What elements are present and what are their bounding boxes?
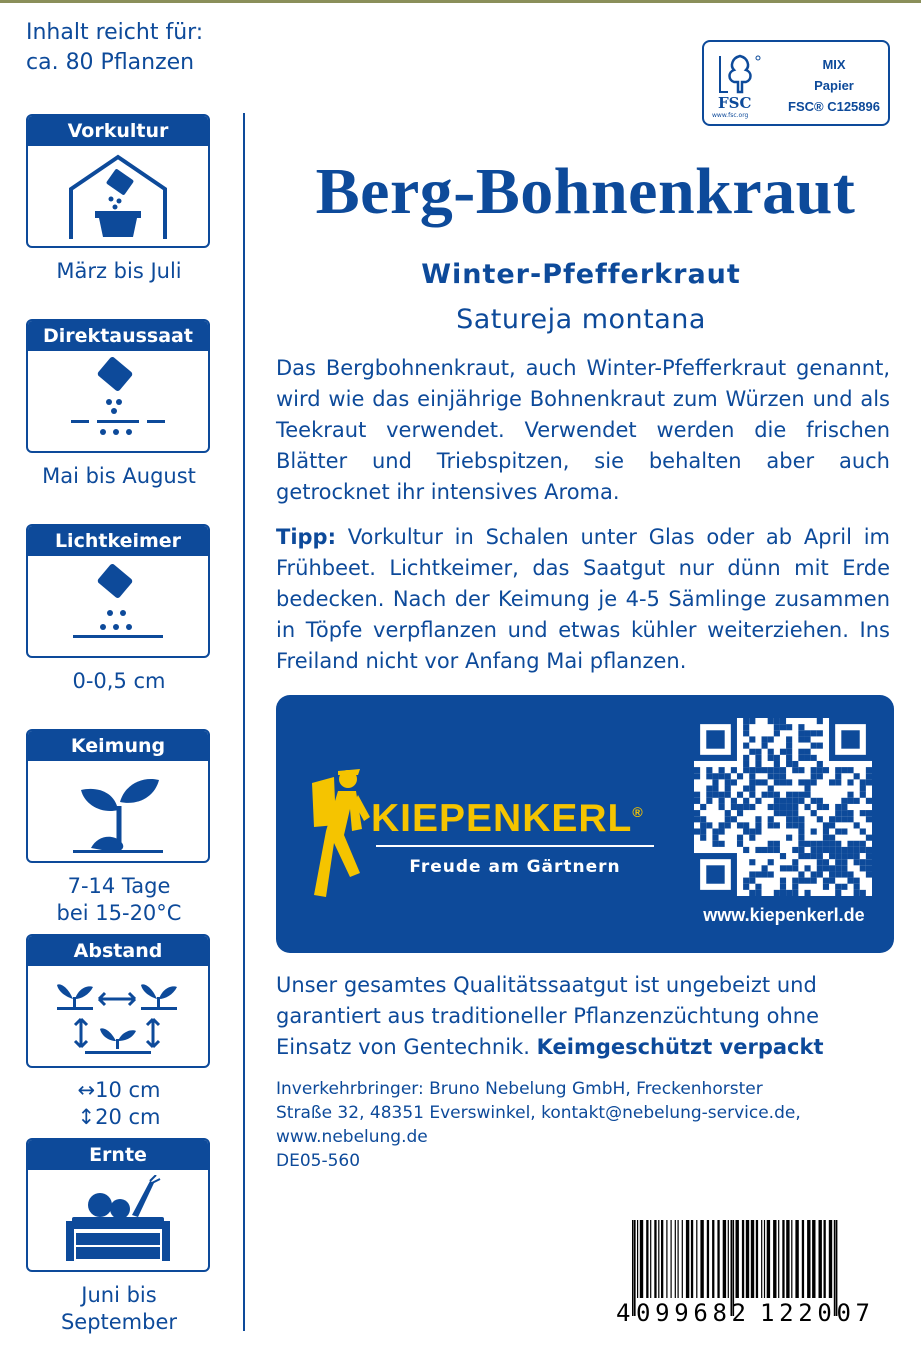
- sidebar-box-lichtkeimer: [26, 524, 210, 658]
- ean-barcode: [608, 1218, 893, 1324]
- registered-mark: ®: [632, 804, 644, 820]
- sidebar-caption-direktaussaat: [10, 463, 228, 490]
- content-note-line2: ca. 80 Pflanzen: [26, 50, 195, 75]
- sidebar-box-keimung: [26, 729, 210, 863]
- top-border: [0, 0, 921, 3]
- barcode-digit-first: 4: [616, 1299, 631, 1324]
- fsc-logo-url: www.fsc.org: [712, 112, 749, 119]
- harvest-crate-icon: [58, 1175, 178, 1265]
- brand-name: [371, 797, 644, 841]
- product-latin-name: Satureja montana: [456, 304, 706, 335]
- content-note: [26, 18, 203, 78]
- sidebar-caption-abstand: [10, 1077, 228, 1131]
- product-subtitle: Winter-Pfefferkraut: [421, 259, 741, 290]
- barcode-digits-left: 099682: [636, 1299, 746, 1324]
- fsc-mix-label: [782, 54, 886, 117]
- spacing-icon: [53, 971, 183, 1061]
- growing-tip: [276, 522, 890, 677]
- quality-statement: [276, 970, 890, 1063]
- caption-line: Juni bis: [81, 1283, 157, 1307]
- distributor-line: Inverkehrbringer: Bruno Nebelung GmbH, Freckenhorster: [276, 1079, 763, 1099]
- sidebar-box-title: Keimung: [28, 731, 208, 761]
- tip-label: Tipp:: [276, 525, 336, 549]
- sidebar-box-vorkultur: [26, 114, 210, 248]
- caption-line: Mai bis August: [42, 464, 196, 488]
- caption-line: ↔10 cm: [77, 1078, 161, 1102]
- sidebar-box-direktaussaat: [26, 319, 210, 453]
- sidebar-box-title: Abstand: [28, 936, 208, 966]
- caption-line: März bis Juli: [56, 259, 182, 283]
- distributor-line: Straße 32, 48351 Everswinkel, kontakt@nebelung-service.de,: [276, 1103, 801, 1123]
- brand-url[interactable]: www.kiepenkerl.de: [703, 905, 865, 925]
- greenhouse-sowing-icon: [63, 151, 173, 241]
- tip-text: Vorkultur in Schalen unter Glas oder ab April im Frühbeet. Lichtkeimer, das Saatgut nur dünn mit Erde bedecken. Nach der Keimung je 4-5 Sämlinge zusammen in Töpfe verpflanzen und etwas kühler weiterziehen. Ins Freiland nicht vor Anfang Mai pflanzen.: [276, 525, 890, 673]
- brand-divider: [376, 845, 654, 847]
- sidebar-box-title: Ernte: [28, 1140, 208, 1170]
- quality-bold: Keimgeschützt verpackt: [536, 1035, 824, 1059]
- distributor-line: DE05-560: [276, 1151, 361, 1171]
- column-divider: [243, 113, 245, 1331]
- product-description: Das Bergbohnenkraut, auch Winter-Pfefferkraut genannt, wird wie das einjährige Bohnenkraut zum Würzen und als Teekraut verwendet. Verwendet werden die frischen Blätter und Triebspitzen, sie behalten aber auch getrocknet ihr intensives Aroma.: [276, 356, 890, 504]
- distributor-info: [276, 1077, 890, 1173]
- fsc-logo-text: FSC: [718, 94, 752, 112]
- sidebar-box-abstand: [26, 934, 210, 1068]
- sidebar-box-title: Direktaussaat: [28, 321, 208, 351]
- caption-line: September: [60, 1310, 178, 1334]
- brand-slogan: Freude am Gärtnern: [409, 857, 621, 877]
- fsc-paper: Papier: [814, 78, 854, 93]
- sidebar-box-ernte: [26, 1138, 210, 1272]
- kiepenkerl-walker-logo-icon: [304, 765, 374, 905]
- product-title: Berg-Bohnenkraut: [315, 155, 856, 228]
- sidebar-box-title: Lichtkeimer: [28, 526, 208, 556]
- sidebar-box-title: Vorkultur: [28, 116, 208, 146]
- brand-name-text: KIEPENKERL: [371, 797, 633, 840]
- barcode-digits-right: 122007: [760, 1299, 870, 1324]
- caption-line: 7-14 Tage: [67, 874, 171, 898]
- quality-text: Unser gesamtes Qualitätssaatgut ist ungebeizt und garantiert aus traditioneller Pflanzenzüchtung ohne Einsatz von Gentechnik.: [276, 973, 820, 1059]
- fsc-badge: [702, 40, 890, 126]
- qr-code-icon[interactable]: [694, 718, 872, 896]
- sidebar-caption-ernte: [10, 1282, 228, 1336]
- brand-banner: [276, 695, 894, 953]
- sidebar-caption-lichtkeimer: [10, 668, 228, 695]
- light-germinator-icon: [63, 561, 173, 651]
- content-note-line1: Inhalt reicht für:: [26, 20, 204, 45]
- direct-sowing-icon: [63, 356, 173, 446]
- caption-line: bei 15-20°C: [56, 901, 182, 925]
- fsc-code: FSC® C125896: [788, 99, 880, 114]
- seedling-icon: [63, 766, 173, 856]
- sidebar-caption-vorkultur: [10, 258, 228, 285]
- distributor-line: www.nebelung.de: [276, 1127, 428, 1147]
- caption-line: 0-0,5 cm: [72, 669, 166, 693]
- fsc-mix: MIX: [822, 57, 846, 72]
- sidebar-caption-keimung: [10, 873, 228, 927]
- caption-line: ↕20 cm: [77, 1105, 161, 1129]
